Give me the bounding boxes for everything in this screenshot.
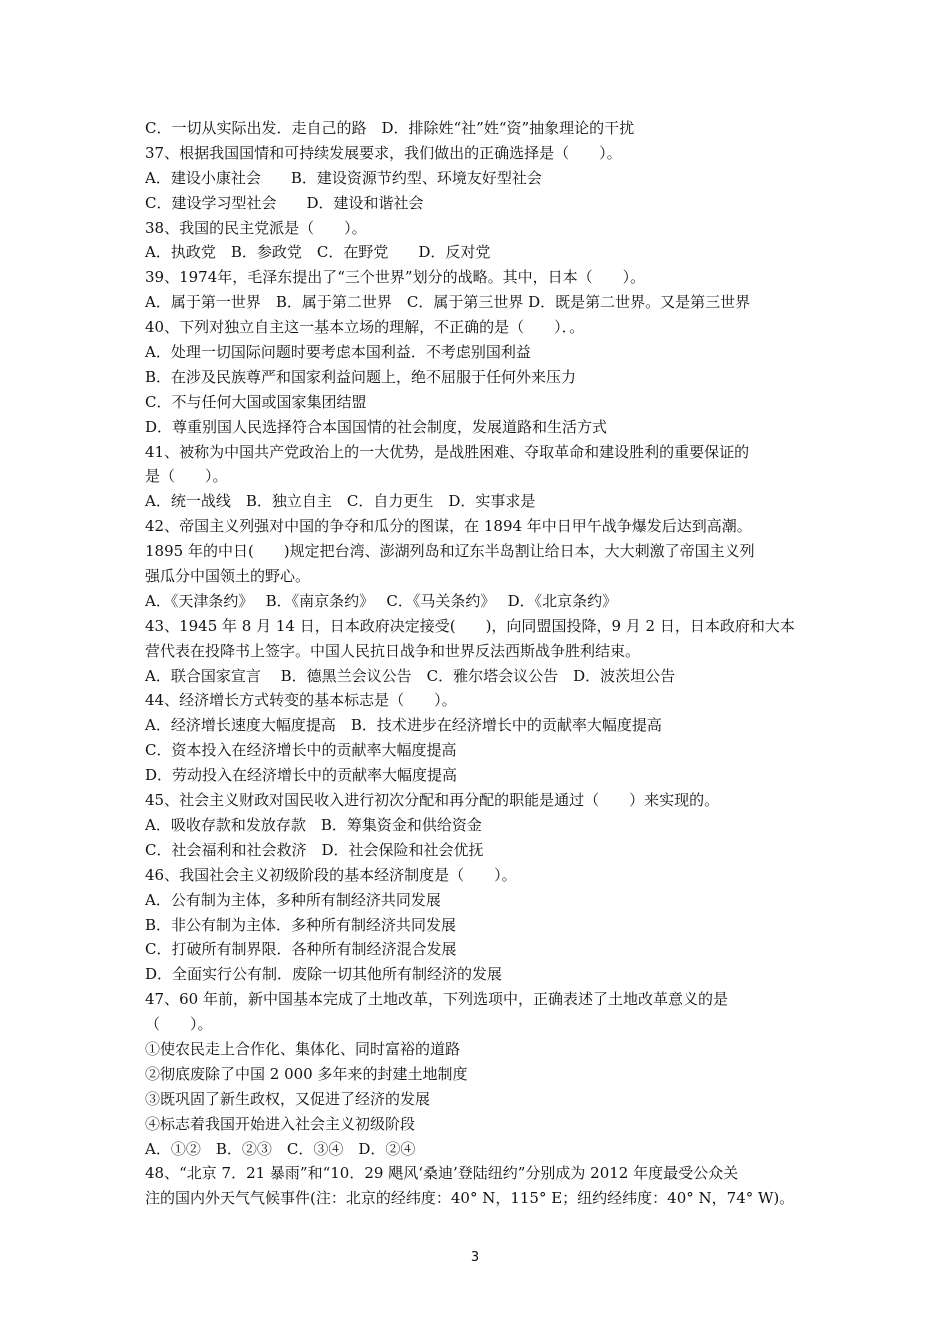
text-line: A．统一战线 B．独立自主 C．自力更生 D．实事求是 <box>145 492 536 511</box>
question-38: 38、我国的民主党派是（ ）。 <box>145 218 367 237</box>
question-39: 39、1974年，毛泽东提出了“三个世界”划分的战略。其中，日本（ ）。 <box>145 268 646 287</box>
text-line: ④标志着我国开始进入社会主义初级阶段 <box>145 1114 416 1133</box>
text-line: 是（ ）。 <box>145 467 228 486</box>
text-line: B．在涉及民族尊严和国家利益问题上，绝不屈服于任何外来压力 <box>145 367 577 386</box>
text-line: D．全面实行公有制．废除一切其他所有制经济的发展 <box>145 965 503 984</box>
text-line: A．①② B．②③ C．③④ D．②④ <box>145 1139 416 1158</box>
text-line: 营代表在投降书上签字。中国人民抗日战争和世界反法西斯战争胜利结束。 <box>145 641 641 660</box>
text-line: C．建设学习型社会 D．建设和谐社会 <box>145 193 424 212</box>
text-line: B．非公有制为主体．多种所有制经济共同发展 <box>145 915 457 934</box>
question-48: 48、“北京 7．21 暴雨”和“10．29 飓风‘桑迪’登陆纽约”分别成为 2012 年度最受公众关 <box>145 1164 739 1183</box>
text-line: 1895 年的中日( )规定把台湾、澎湖列岛和辽东半岛割让给日本，大大刺激了帝国主义列 <box>145 542 755 561</box>
text-line: A．建设小康社会 B．建设资源节约型、环境友好型社会 <box>145 168 542 187</box>
question-45: 45、社会主义财政对国民收入进行初次分配和再分配的职能是通过（ ）来实现的。 <box>145 791 720 810</box>
question-41: 41、被称为中国共产党政治上的一大优势，是战胜困难、夺取革命和建设胜利的重要保证的 <box>145 442 750 461</box>
text-line: A．公有制为主体，多种所有制经济共同发展 <box>145 890 441 909</box>
text-line: D．尊重别国人民选择符合本国国情的社会制度，发展道路和生活方式 <box>145 417 608 436</box>
text-line: ①使农民走上合作化、集体化、同时富裕的道路 <box>145 1039 461 1058</box>
text-line: ②彻底废除了中国 2 000 多年来的封建土地制度 <box>145 1064 468 1083</box>
text-line: A．经济增长速度大幅度提高 B．技术进步在经济增长中的贡献率大幅度提高 <box>145 716 662 735</box>
question-37: 37、根据我国国情和可持续发展要求，我们做出的正确选择是（ ）。 <box>145 143 622 162</box>
text-line: C．社会福利和社会救济 D．社会保险和社会优抚 <box>145 840 484 859</box>
text-line: A．《天津条约》 B．《南京条约》 C．《马关条约》 D．《北京条约》 <box>145 591 618 610</box>
text-line: D．劳动投入在经济增长中的贡献率大幅度提高 <box>145 766 458 785</box>
question-44: 44、经济增长方式转变的基本标志是（ ）。 <box>145 691 457 710</box>
page-number: 3 <box>470 1250 480 1265</box>
text-line: C．一切从实际出发．走自己的路 D．排除姓“社”姓“资”抽象理论的干扰 <box>145 119 635 137</box>
question-43: 43、1945 年 8 月 14 日，日本政府决定接受( )，向同盟国投降，9 月 2 日，日本政府和大本 <box>145 616 795 635</box>
text-line: A．吸收存款和发放存款 B．筹集资金和供给资金 <box>145 815 482 834</box>
question-40: 40、下列对独立自主这一基本立场的理解，不正确的是（ ）．。 <box>145 318 585 337</box>
text-line: A．属于第一世界 B．属于第二世界 C．属于第三世界 D．既是第二世界。又是第三世界 <box>145 293 751 312</box>
text-line: （ ）。 <box>145 1015 213 1034</box>
text-line: A．联合国家宣言 B．德黑兰会议公告 C．雅尔塔会议公告 D．波茨坦公告 <box>145 666 676 685</box>
text-line: A．执政党 B．参政党 C．在野党 D．反对党 <box>145 243 491 262</box>
question-42: 42、帝国主义列强对中国的争夺和瓜分的图谋，在 1894 年中日甲午战争爆发后达到高潮。 <box>145 517 752 536</box>
text-line: 注的国内外天气气候事件(注：北京的经纬度：40° N，115° E；纽约经纬度：40° N，74° W)。 <box>145 1189 795 1208</box>
text-line: ③既巩固了新生政权，又促进了经济的发展 <box>145 1089 431 1108</box>
text-line: C．资本投入在经济增长中的贡献率大幅度提高 <box>145 741 457 760</box>
text-line: A．处理一切国际问题时要考虑本国利益．不考虑别国利益 <box>145 343 531 362</box>
text-line: 强瓜分中国领土的野心。 <box>145 567 311 586</box>
text-line: C．不与任何大国或国家集团结盟 <box>145 392 367 411</box>
text-line: C．打破所有制界限．各种所有制经济混合发展 <box>145 940 457 959</box>
question-47: 47、60 年前，新中国基本完成了土地改革，下列选项中，正确表述了土地改革意义的是 <box>145 990 728 1009</box>
question-46: 46、我国社会主义初级阶段的基本经济制度是（ ）。 <box>145 865 517 884</box>
question-text-block <box>145 116 813 1211</box>
